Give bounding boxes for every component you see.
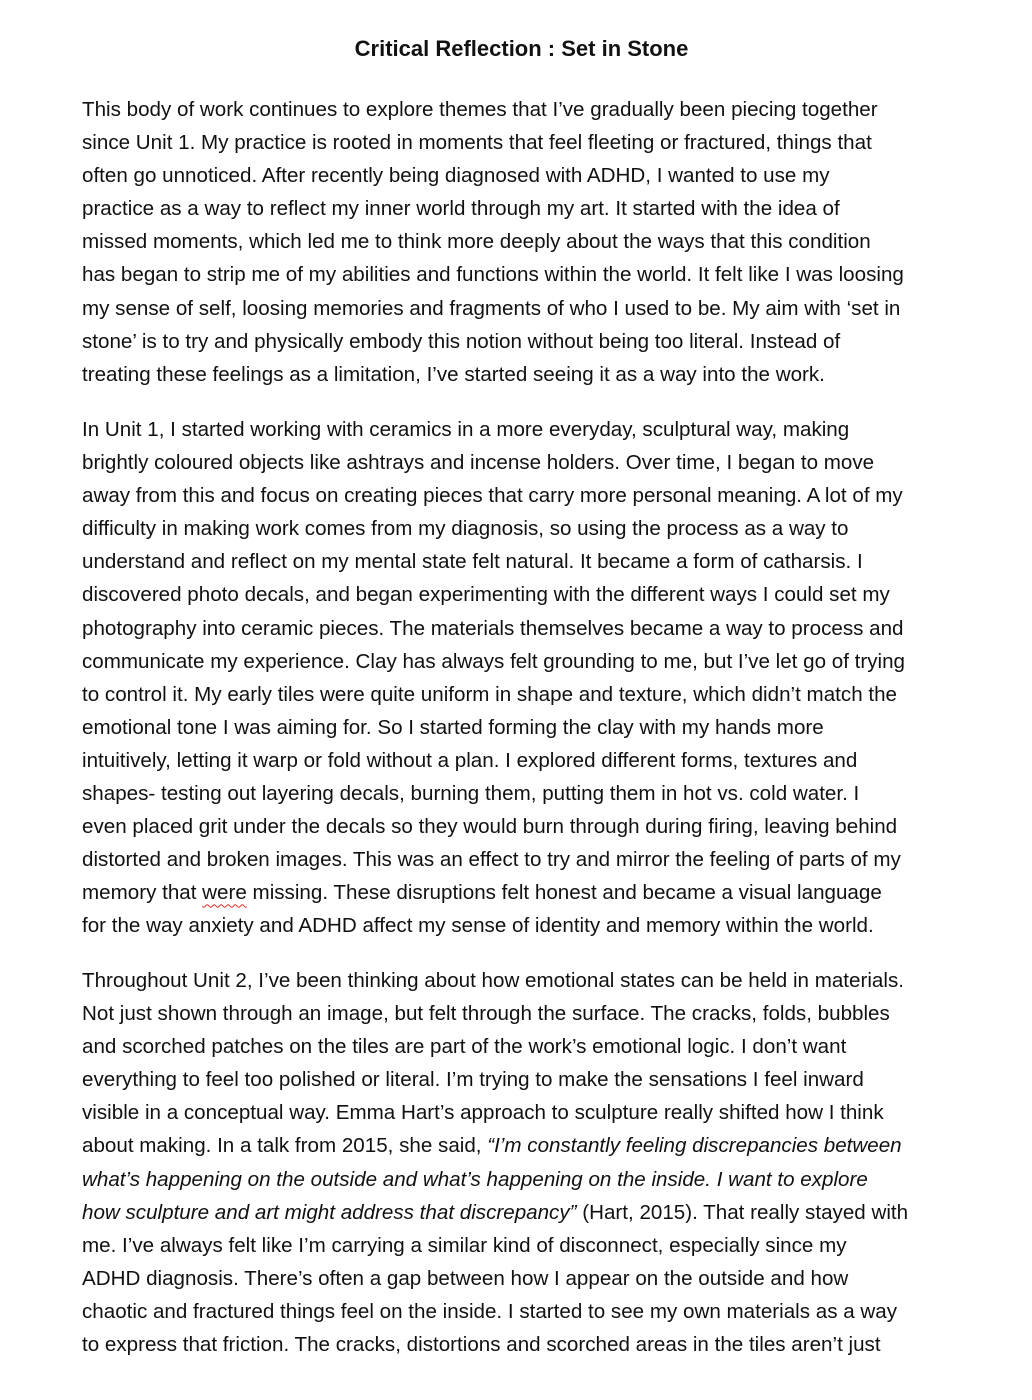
- text-line: communicate my experience. Clay has always felt grounding to me, but I’ve let go of trying: [82, 649, 906, 673]
- text-line: has began to strip me of my abilities and functions within the world. It felt like I was loosing: [82, 263, 904, 287]
- text-line: This body of work continues to explore themes that I’ve gradually been piecing together: [82, 98, 878, 121]
- text-line: missed moments, which led me to think more deeply about the ways that this condition: [82, 230, 871, 254]
- spellcheck-flagged-word[interactable]: were: [202, 881, 247, 905]
- document-title: Critical Reflection : Set in Stone: [354, 36, 689, 61]
- text-line: intuitively, letting it warp or fold without a plan. I explored different forms, textures and: [82, 748, 858, 772]
- text-line: to express that friction. The cracks, distortions and scorched areas in the tiles aren’t just: [82, 1333, 881, 1357]
- text-line: treating these feelings as a limitation, I’ve started seeing it as a way into the work.: [82, 362, 825, 386]
- text-line: stone’ is to try and physically embody this notion without being too literal. Instead of: [82, 329, 841, 353]
- text-line: Not just shown through an image, but felt through the surface. The cracks, folds, bubbles: [82, 1002, 890, 1026]
- text-line: difficulty in making work comes from my diagnosis, so using the process as a way to: [82, 517, 849, 541]
- text-line: often go unnoticed. After recently being diagnosed with ADHD, I wanted to use my: [82, 164, 830, 188]
- text-line: even placed grit under the decals so they would burn through during firing, leaving behind: [82, 815, 898, 839]
- text-segment: missing. These disruptions felt honest and became a visual language: [246, 881, 882, 905]
- text-line: visible in a conceptual way. Emma Hart’s approach to sculpture really shifted how I think: [82, 1101, 884, 1125]
- text-line: [82, 1129, 982, 1162]
- text-line: me. I’ve always felt like I’m carrying a similar kind of disconnect, especially since my: [82, 1233, 847, 1257]
- quote-text: “I’m constantly feeling discrepancies between: [487, 1134, 902, 1158]
- text-line: photography into ceramic pieces. The materials themselves became a way to process and: [82, 616, 904, 640]
- text-segment: about making. In a talk from 2015, she said,: [82, 1134, 488, 1158]
- citation-text: (Hart, 2015). That really stayed with: [576, 1200, 909, 1224]
- paragraph-1: [82, 93, 982, 391]
- text-line: brightly coloured objects like ashtrays and incense holders. Over time, I began to move: [82, 451, 875, 475]
- text-line: since Unit 1. My practice is rooted in moments that feel fleeting or fractured, things that: [82, 131, 872, 155]
- paragraph-2: [82, 413, 982, 943]
- quote-line: what’s happening on the outside and what’s happening on the inside. I want to explore: [82, 1167, 868, 1191]
- text-line: chaotic and fractured things feel on the inside. I started to see my own materials as a way: [82, 1299, 898, 1323]
- text-line: Throughout Unit 2, I’ve been thinking about how emotional states can be held in materials.: [82, 969, 904, 992]
- text-line: distorted and broken images. This was an effect to try and mirror the feeling of parts of my: [82, 848, 901, 872]
- text-line: ADHD diagnosis. There’s often a gap between how I appear on the outside and how: [82, 1266, 849, 1290]
- text-line: for the way anxiety and ADHD affect my sense of identity and memory within the world.: [82, 914, 874, 938]
- text-line: my sense of self, loosing memories and fragments of who I used to be. My aim with ‘set in: [82, 296, 901, 320]
- text-line: to control it. My early tiles were quite uniform in shape and texture, which didn’t match the: [82, 682, 897, 706]
- text-line: away from this and focus on creating pieces that carry more personal meaning. A lot of my: [82, 484, 903, 508]
- text-line: discovered photo decals, and began experimenting with the different ways I could set my: [82, 583, 890, 607]
- text-line: shapes- testing out layering decals, burning them, putting them in hot vs. cold water. I: [82, 782, 860, 806]
- text-line: understand and reflect on my mental state felt natural. It became a form of catharsis. I: [82, 550, 863, 574]
- quote-text: how sculpture and art might address that discrepancy”: [82, 1200, 577, 1224]
- text-line: practice as a way to reflect my inner world through my art. It started with the idea of: [82, 197, 840, 221]
- text-segment: memory that: [82, 881, 203, 905]
- text-line: and scorched patches on the tiles are part of the work’s emotional logic. I don’t want: [82, 1035, 847, 1059]
- text-line: [82, 1196, 982, 1229]
- text-line: emotional tone I was aiming for. So I started forming the clay with my hands more: [82, 715, 824, 739]
- paragraph-3: [82, 964, 982, 1361]
- text-line: [82, 876, 982, 909]
- text-line: In Unit 1, I started working with ceramics in a more everyday, sculptural way, making: [82, 418, 850, 441]
- text-line: everything to feel too polished or literal. I’m trying to make the sensations I feel inward: [82, 1068, 864, 1092]
